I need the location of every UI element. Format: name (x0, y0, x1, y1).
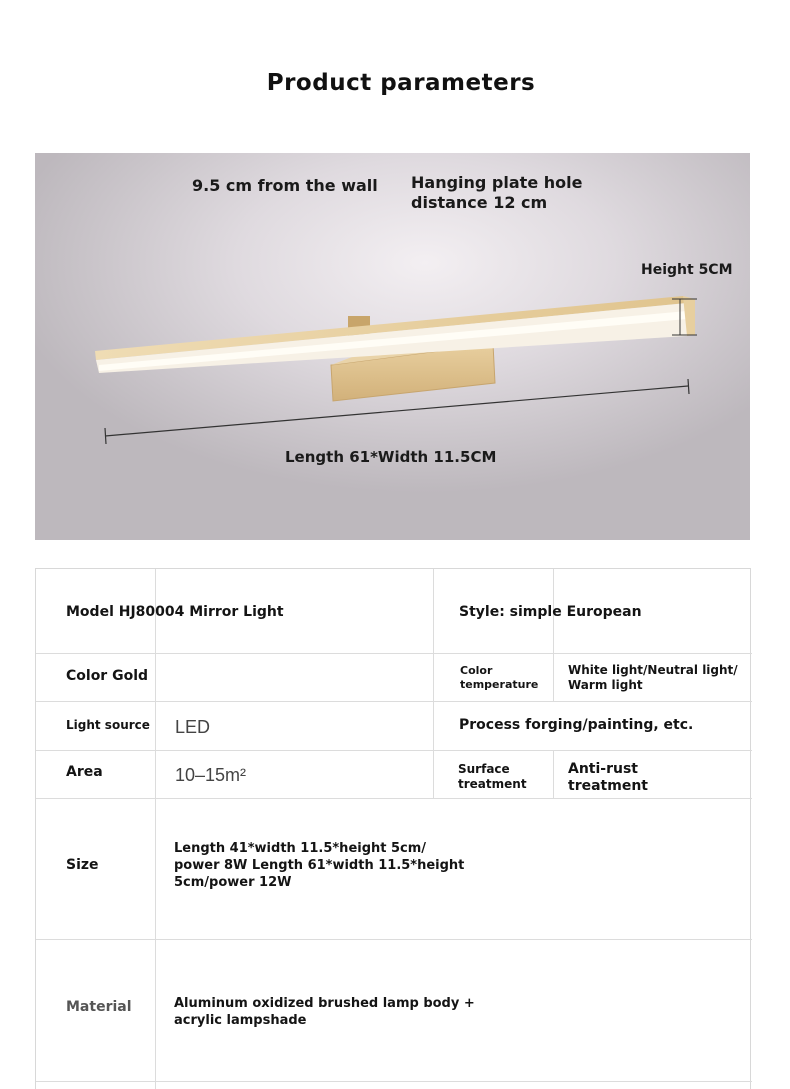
color-temperature-label-line1: Color (460, 664, 493, 677)
spec-row-area (36, 751, 752, 799)
length-tick-left (105, 428, 106, 444)
page-title: Product parameters (266, 70, 536, 96)
spec-table (35, 568, 751, 1089)
spec-process: Process forging/painting, etc. (459, 717, 694, 733)
annotation-hole-distance (411, 173, 591, 213)
spec-area-label: Area (66, 764, 103, 780)
spec-color: Color Gold (66, 668, 149, 684)
color-temperature-value-line2: Warm light (568, 678, 643, 692)
color-temperature-label-line2: temperature (460, 678, 539, 691)
color-temperature-value-line1: White light/Neutral light/ (568, 663, 738, 677)
spec-row-light-source (36, 702, 752, 751)
spec-light-source-value: LED (175, 717, 211, 737)
spec-light-source-label: Light source (66, 718, 150, 732)
spec-table-tail-divider (155, 1082, 156, 1089)
annotation-height: Height 5CM (641, 262, 733, 278)
spec-material-value (174, 995, 475, 1029)
spec-surface-label (458, 762, 527, 792)
lamp-illustration (35, 153, 750, 540)
spec-style: Style: simple European (459, 604, 642, 620)
spec-material-label: Material (66, 999, 132, 1015)
spec-size-value (174, 840, 464, 891)
material-value-line1: Aluminum oxidized brushed lamp body + (174, 996, 475, 1011)
size-value-line1: Length 41*width 11.5*height 5cm/ (174, 841, 427, 856)
annotation-hole-line2: distance 12 cm (411, 193, 548, 212)
annotation-wall-distance: 9.5 cm from the wall (192, 176, 378, 195)
spec-row-model (36, 569, 752, 654)
annotation-hole-line1: Hanging plate hole (411, 173, 583, 192)
annotation-length: Length 61*Width 11.5CM (285, 448, 497, 466)
spec-surface-value (568, 761, 648, 795)
spec-row-color (36, 654, 752, 702)
material-value-line2: acrylic lampshade (174, 1013, 307, 1028)
spec-color-temperature-value (568, 663, 738, 693)
surface-label-line2: treatment (458, 777, 527, 791)
spec-model: Model HJ80004 Mirror Light (66, 604, 284, 620)
spec-size-label: Size (66, 857, 99, 873)
surface-label-line1: Surface (458, 762, 510, 776)
spec-row-material (36, 940, 752, 1082)
spec-color-temperature-label (460, 664, 538, 692)
spec-area-value: 10–15m² (175, 765, 247, 785)
spec-row-size (36, 799, 752, 940)
surface-value-line1: Anti-rust (568, 761, 638, 777)
size-value-line3: 5cm/power 12W (174, 875, 292, 890)
product-photo (35, 153, 750, 540)
length-tick-right (688, 379, 689, 394)
size-value-line2: power 8W Length 61*width 11.5*height (174, 858, 465, 873)
surface-value-line2: treatment (568, 778, 648, 794)
